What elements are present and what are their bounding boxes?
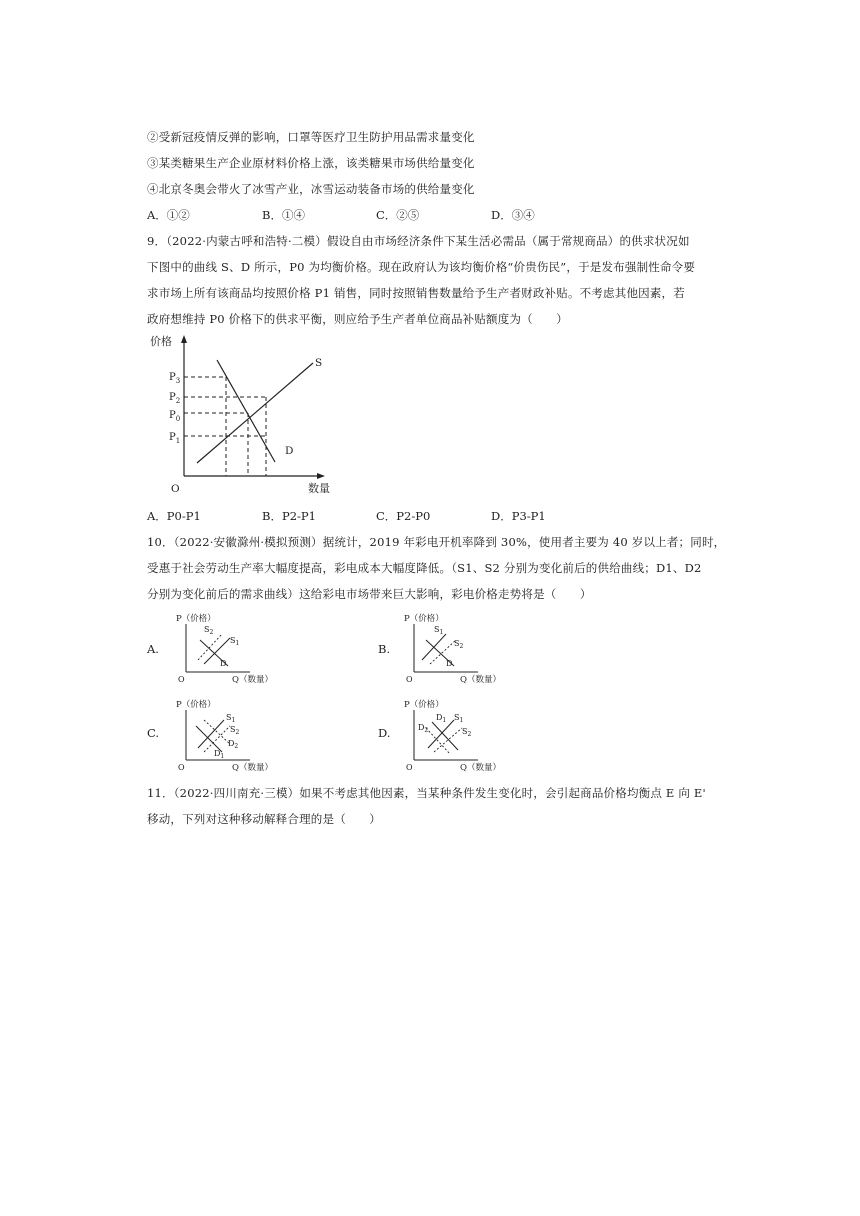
q10c-demand-d2	[204, 720, 230, 744]
q9-y-axis-label: 价格	[150, 335, 172, 348]
svg-text:Q（数量）: Q（数量）	[232, 675, 273, 685]
q9-option-b: B．P2-P1	[262, 509, 316, 523]
svg-text:S2: $S_2$	[462, 727, 472, 738]
svg-text:D1: $D_1$	[214, 749, 225, 760]
svg-text:P（价格）: P（价格）	[404, 614, 444, 624]
svg-text:S1: $S_1$	[434, 625, 444, 636]
svg-text:P（价格）: P（价格）	[404, 700, 444, 710]
q9-option-c: C．P2-P0	[376, 509, 431, 523]
q9-x-axis-label: 数量	[308, 482, 330, 495]
svg-text:P（价格）: P（价格）	[176, 614, 216, 624]
q8-option-a: A．①②	[147, 208, 190, 222]
q9-demand-label: D	[285, 445, 294, 457]
q8-statement-3: ③某类糖果生产企业原材料价格上涨，该类糖果市场供给量变化	[147, 156, 475, 170]
q8-statement-2: ②受新冠疫情反弹的影响，口罩等医疗卫生防护用品需求量变化	[147, 130, 475, 144]
q10-line-3: 分别为变化前后的需求曲线）这给彩电市场带来巨大影响，彩电价格走势将是（ ）	[147, 587, 592, 601]
q10-line-2: 受惠于社会劳动生产率大幅度提高，彩电成本大幅度降低。（S1、S2 分别为变化前后的供给曲线；D1、D2	[147, 561, 702, 575]
q9-option-d: D．P3-P1	[491, 509, 546, 523]
svg-text:D: D	[220, 659, 227, 668]
svg-text:S2: $S_2$	[454, 639, 464, 650]
q9-option-a: A．P0-P1	[147, 509, 201, 523]
svg-text:P（价格）: P（价格）	[176, 700, 216, 710]
q10c-supply-s1	[198, 720, 224, 748]
q10-option-c-label: C.	[147, 726, 160, 740]
q10-option-d-label: D.	[378, 726, 391, 740]
svg-text:O: O	[178, 675, 185, 684]
q9-p2-label: $P_2$	[169, 392, 181, 405]
svg-text:S2: $S_2$	[230, 725, 240, 736]
q10-option-b-label: B.	[378, 642, 391, 656]
q8-option-c: C．②⑤	[376, 208, 420, 222]
q11-line-2: 移动，下列对这种移动解释合理的是（ ）	[147, 812, 381, 826]
svg-text:D: D	[446, 659, 453, 668]
q9-p0-label: $P_0$	[169, 410, 181, 423]
svg-text:O: O	[406, 675, 413, 684]
q8-statement-4: ④北京冬奥会带火了冰雪产业，冰雪运动装备市场的供给量变化	[147, 182, 475, 196]
q9-line-4: 政府想维持 P0 价格下的供求平衡，则应给予生产者单位商品补贴额度为（ ）	[147, 312, 568, 326]
q10-option-a-graph	[170, 610, 280, 686]
svg-text:Q（数量）: Q（数量）	[460, 763, 501, 772]
q10a-supply-s2	[198, 634, 222, 660]
q9-supply-label: S	[315, 357, 323, 369]
q10-option-a-label: A.	[147, 642, 159, 656]
svg-text:D1: $D_1$	[436, 713, 447, 724]
q9-line-3: 求市场上所有该商品均按照价格 P1 销售，同时按照销售数量给予生产者财政补贴。不考虑其他因素，若	[147, 286, 685, 300]
svg-text:O: O	[406, 763, 413, 772]
q9-origin-label: O	[171, 483, 180, 495]
q9-line-2: 下图中的曲线 S、D 所示，P0 为均衡价格。现在政府认为该均衡价格“价贵伤民”，于是发布强制性命令要	[147, 260, 696, 274]
svg-text:O: O	[178, 763, 185, 772]
q10d-supply-s2	[434, 728, 462, 752]
svg-text:S1: $S_1$	[454, 713, 464, 724]
q8-option-b: B．①④	[262, 208, 305, 222]
q10-option-c-graph	[170, 696, 280, 772]
svg-text:S1: $S_1$	[226, 713, 236, 724]
q10-option-b-graph	[398, 610, 508, 686]
q8-option-d: D．③④	[491, 208, 535, 222]
q9-x-axis-arrow	[317, 473, 325, 479]
svg-text:D2: $D_2$	[418, 723, 429, 734]
q10-line-1: 10．（2022·安徽滁州·模拟预测）据统计，2019 年彩电开机率降到 30%，使用者主要为 40 岁以上者；同时，	[147, 535, 726, 549]
q11-line-1: 11．（2022·四川南充·三模）如果不考虑其他因素，当某种条件发生变化时，会引起商品价格均衡点 E 向 E'	[147, 786, 706, 800]
q10-option-d-graph	[398, 696, 508, 772]
svg-text:Q（数量）: Q（数量）	[460, 675, 501, 685]
q9-supply-demand-graph	[143, 330, 343, 496]
q10d-demand-d1	[432, 722, 458, 750]
q9-p3-label: $P_3$	[169, 372, 181, 385]
q9-y-axis-arrow	[181, 335, 187, 343]
svg-text:Q（数量）: Q（数量）	[232, 763, 273, 772]
q9-p1-label: $P_1$	[169, 432, 181, 445]
svg-text:S2: $S_2$	[204, 625, 214, 636]
svg-text:S1: $S_1$	[230, 636, 240, 647]
q9-line-1: 9．（2022·内蒙古呼和浩特·二模）假设自由市场经济条件下某生活必需品（属于常规商品）的供求状况如	[147, 234, 690, 248]
svg-text:D2: $D_2$	[228, 739, 239, 750]
